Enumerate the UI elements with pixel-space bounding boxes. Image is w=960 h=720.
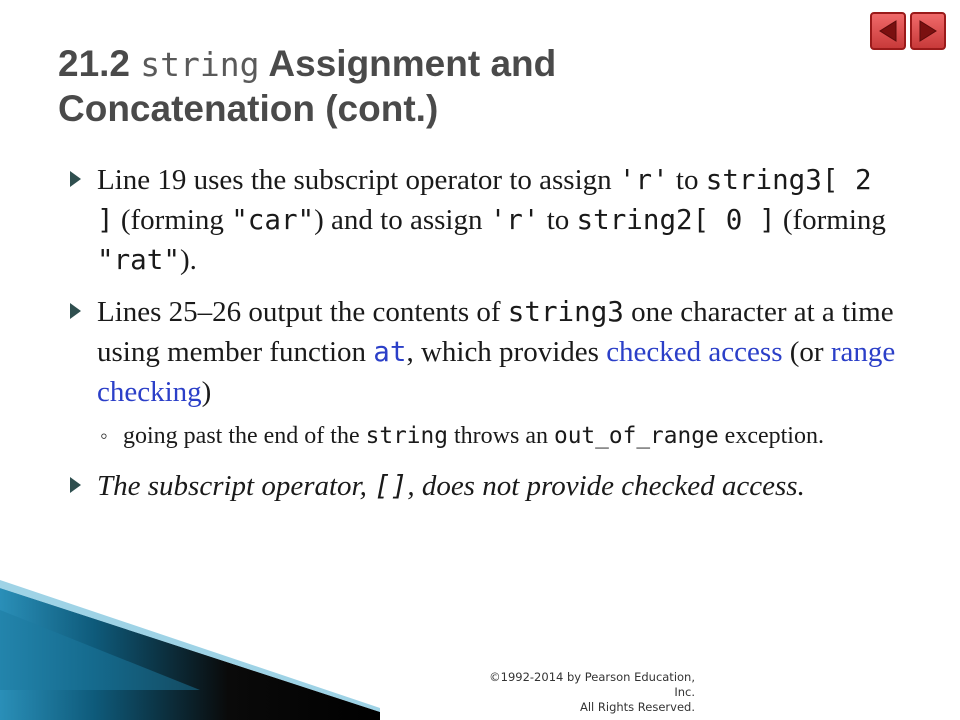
sub-bullet-ring-icon: ◦ xyxy=(100,423,108,448)
code-text: string3 xyxy=(507,296,624,328)
bullet-text: ) xyxy=(201,376,212,408)
code-text: "rat" xyxy=(97,244,180,276)
next-slide-button[interactable] xyxy=(910,12,946,50)
bullet-text: , does not provide checked access. xyxy=(407,470,805,502)
code-text: 'r' xyxy=(618,164,669,196)
slide-title xyxy=(58,42,858,131)
code-text: string2[ 0 ] xyxy=(576,204,776,236)
bullet-arrow-icon xyxy=(70,303,81,319)
code-text: [] xyxy=(374,470,408,502)
sub-bullet-text: exception. xyxy=(718,423,824,449)
bullet-arrow-icon xyxy=(70,477,81,493)
bullet-text: to xyxy=(668,164,706,196)
sub-bullet-text: going past the end of the xyxy=(123,423,366,449)
copyright-line-2: All Rights Reserved. xyxy=(579,700,695,714)
sub-bullet-1 xyxy=(70,420,900,452)
code-text: string xyxy=(365,423,448,449)
sub-bullet-text: throws an xyxy=(447,423,554,449)
bullet-text: (forming xyxy=(775,204,886,236)
bullet-text: ) and to assign xyxy=(314,204,490,236)
copyright-line-1: ©1992-2014 by Pearson Education, Inc. xyxy=(489,670,695,699)
code-text: string3[ 2 ] xyxy=(97,164,872,236)
code-text: out_of_range xyxy=(553,423,719,449)
title-prefix: 21.2 xyxy=(58,43,141,84)
copyright-notice xyxy=(470,670,695,715)
triangle-left-icon xyxy=(872,14,904,48)
bullet-text: to xyxy=(539,204,577,236)
title-line2: Concatenation (cont.) xyxy=(58,88,439,129)
bullet-text: Lines 25–26 output the contents of xyxy=(97,296,508,328)
bullet-2 xyxy=(70,292,900,412)
bullet-arrow-icon xyxy=(70,171,81,187)
bullet-text: (forming xyxy=(113,204,232,236)
code-text: 'r' xyxy=(489,204,540,236)
bullet-text: The subscript operator, xyxy=(97,470,375,502)
title-code: string xyxy=(140,45,260,84)
bullet-text: ). xyxy=(179,244,197,276)
code-text: "car" xyxy=(231,204,315,236)
triangle-right-icon xyxy=(912,14,944,48)
code-text: at xyxy=(373,336,407,368)
slide-content xyxy=(70,160,900,518)
bullet-3 xyxy=(70,466,900,506)
title-rest: Assignment and xyxy=(259,43,557,84)
bullet-1 xyxy=(70,160,900,280)
bullet-text: one character at a time using member function xyxy=(97,296,894,368)
bullet-text: Line 19 uses the subscript operator to assign xyxy=(97,164,619,196)
bullet-text: , which provides xyxy=(406,336,607,368)
highlight-term: range checking xyxy=(97,336,896,408)
bullet-text: (or xyxy=(782,336,831,368)
previous-slide-button[interactable] xyxy=(870,12,906,50)
highlight-term: checked access xyxy=(606,336,783,368)
